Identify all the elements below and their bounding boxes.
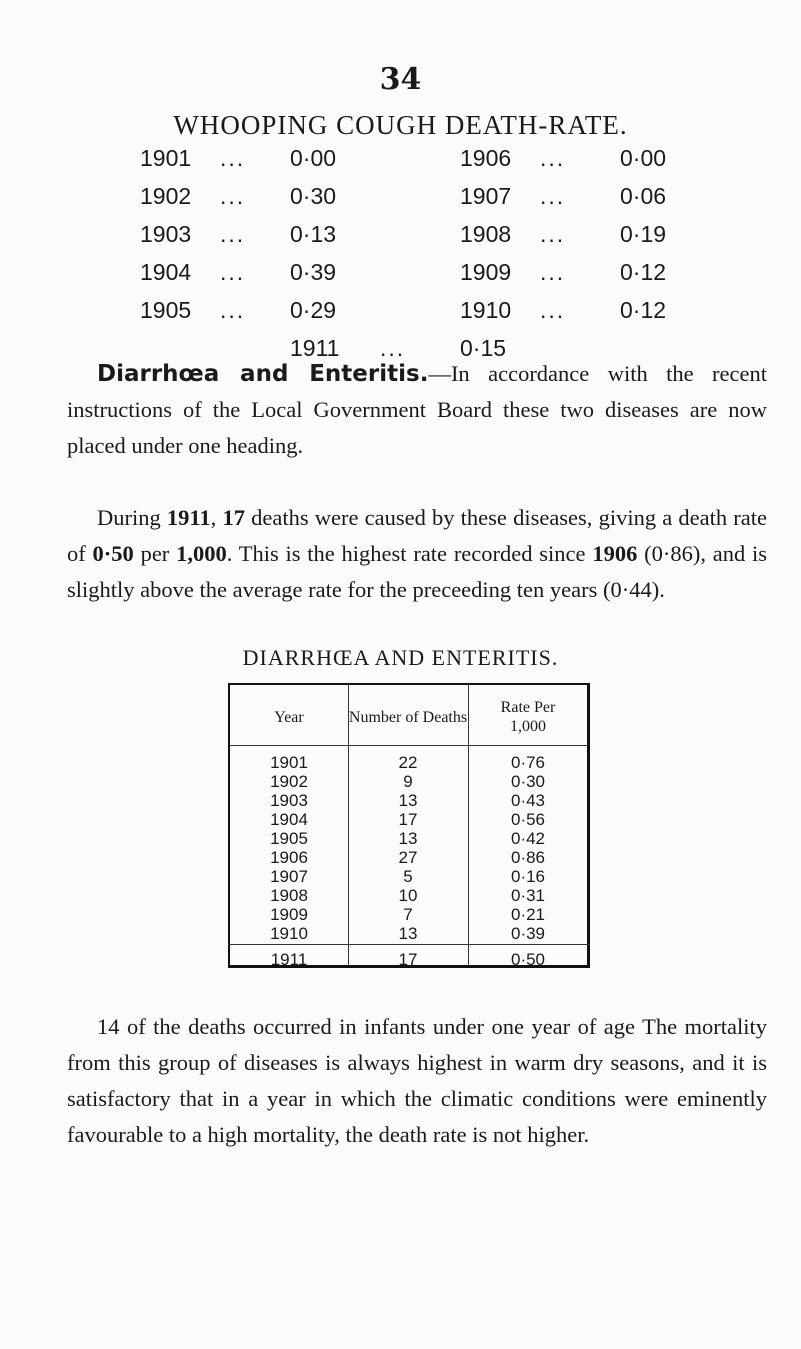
- cell-year: 1909: [270, 905, 308, 924]
- year: 1911: [166, 505, 211, 530]
- total-rule: [228, 944, 590, 945]
- rate-row: [140, 183, 760, 221]
- year: 1908: [460, 221, 512, 247]
- year: 1901: [140, 145, 192, 171]
- rate-value: 0·30: [290, 183, 337, 209]
- rate-row: [140, 297, 760, 335]
- cell-year: 1906: [270, 848, 308, 867]
- cell-rate: 0·16: [510, 867, 546, 886]
- cell-rate: 0·21: [510, 905, 546, 924]
- header-deaths: Number of Deaths: [348, 708, 468, 726]
- cell-deaths: 27: [398, 848, 418, 867]
- leader-dots: ...: [220, 145, 246, 171]
- leader-dots: ...: [220, 221, 246, 247]
- cell-rate: 0·76: [510, 753, 546, 772]
- text: per: [133, 541, 177, 566]
- year: 1910: [460, 297, 512, 323]
- death-count: 17: [222, 505, 245, 530]
- rate-value: 0·06: [620, 183, 667, 209]
- intro-text: —In accordance with the recent instructions of the Local Government Board these two diseases are now placed under one heading.: [67, 361, 767, 458]
- table-title: DIARRHŒA AND ENTERITIS.: [242, 645, 559, 670]
- cell-year: 1910: [270, 924, 308, 943]
- cell-rate: 0·30: [510, 772, 546, 791]
- year: 1911: [290, 335, 340, 361]
- cell-deaths: 17: [398, 810, 418, 829]
- rate-value: 0·15: [460, 335, 507, 361]
- leader-dots: ...: [540, 297, 566, 323]
- cell-deaths: 7: [403, 905, 413, 924]
- rate-value: 0·00: [620, 145, 667, 171]
- leader-dots: ...: [540, 183, 566, 209]
- year: 1905: [140, 297, 192, 323]
- leader-dots: ...: [540, 145, 566, 171]
- cell-year: 1902: [270, 772, 308, 791]
- header-year: Year: [274, 708, 304, 726]
- death-rate: 0·50: [92, 541, 134, 566]
- whooping-cough-rates: [140, 145, 760, 373]
- rate-row: [140, 145, 760, 183]
- cell-deaths: 13: [398, 829, 418, 848]
- infant-deaths-paragraph: 14 of the deaths occurred in infants under one year of age The mortality from this group of diseases is always highest in warm dry seasons, and it is satisfactory that in a year in which the climatic conditions were eminently favourable to a high mortality, the death rate is not higher.: [67, 1014, 767, 1147]
- header-rule: [230, 745, 587, 746]
- text: deaths were caused by these diseases, giving a death rate of: [67, 505, 767, 566]
- rate-value: 0·39: [290, 259, 337, 285]
- cell-rate: 0·50: [510, 950, 546, 969]
- page-number: 34: [379, 62, 422, 97]
- text: ,: [210, 505, 223, 530]
- diarrhoea-table: [228, 683, 590, 968]
- diarrhoea-intro-paragraph: [67, 356, 767, 464]
- year: 1903: [140, 221, 192, 247]
- cell-deaths: 13: [398, 791, 418, 810]
- text: During: [97, 505, 167, 530]
- cell-rate: 0·86: [510, 848, 546, 867]
- cell-year: 1901: [270, 753, 308, 772]
- year: 1904: [140, 259, 192, 285]
- cell-deaths: 5: [403, 867, 413, 886]
- cell-year: 1911: [270, 950, 308, 969]
- text: (0·86), and is slightly above the average rate for the preceeding ten years (0·44).: [67, 541, 767, 602]
- cell-rate: 0·39: [510, 924, 546, 943]
- rate-value: 0·13: [290, 221, 337, 247]
- cell-year: 1903: [270, 791, 308, 810]
- cell-deaths: 22: [398, 753, 418, 772]
- cell-rate: 0·56: [510, 810, 546, 829]
- whooping-cough-title: WHOOPING COUGH DEATH-RATE.: [173, 110, 628, 140]
- rate-value: 0·12: [620, 297, 667, 323]
- per-value: 1,000: [176, 541, 227, 566]
- leader-dots: ...: [220, 183, 246, 209]
- leader-dots: ...: [540, 259, 566, 285]
- header-rate: Rate Per 1,000: [500, 699, 556, 735]
- cell-deaths: 9: [403, 772, 413, 791]
- rate-value: 0·12: [620, 259, 667, 285]
- cell-rate: 0·43: [510, 791, 546, 810]
- cell-year: 1904: [270, 810, 308, 829]
- cell-deaths: 13: [398, 924, 418, 943]
- rate-value: 0·19: [620, 221, 667, 247]
- deaths-summary-paragraph: [67, 500, 767, 608]
- year: 1909: [460, 259, 512, 285]
- leader-dots: ...: [540, 221, 566, 247]
- cell-year: 1905: [270, 829, 308, 848]
- text: . This is the highest rate recorded since: [226, 541, 593, 566]
- cell-rate: 0·42: [510, 829, 546, 848]
- leader-dots: ...: [220, 259, 246, 285]
- year: 1907: [460, 183, 512, 209]
- cell-deaths: 10: [398, 886, 418, 905]
- cell-rate: 0·31: [510, 886, 546, 905]
- year: 1906: [460, 145, 512, 171]
- year: 1902: [140, 183, 192, 209]
- cell-year: 1907: [270, 867, 308, 886]
- rate-row: [140, 259, 760, 297]
- section-heading: Diarrhœa and Enteritis.: [97, 361, 429, 387]
- cell-deaths: 17: [398, 950, 418, 969]
- rate-row: [140, 221, 760, 259]
- year: 1906: [592, 541, 638, 566]
- rate-value: 0·29: [290, 297, 337, 323]
- rate-value: 0·00: [290, 145, 337, 171]
- leader-dots: ...: [380, 335, 406, 361]
- cell-year: 1908: [270, 886, 308, 905]
- leader-dots: ...: [220, 297, 246, 323]
